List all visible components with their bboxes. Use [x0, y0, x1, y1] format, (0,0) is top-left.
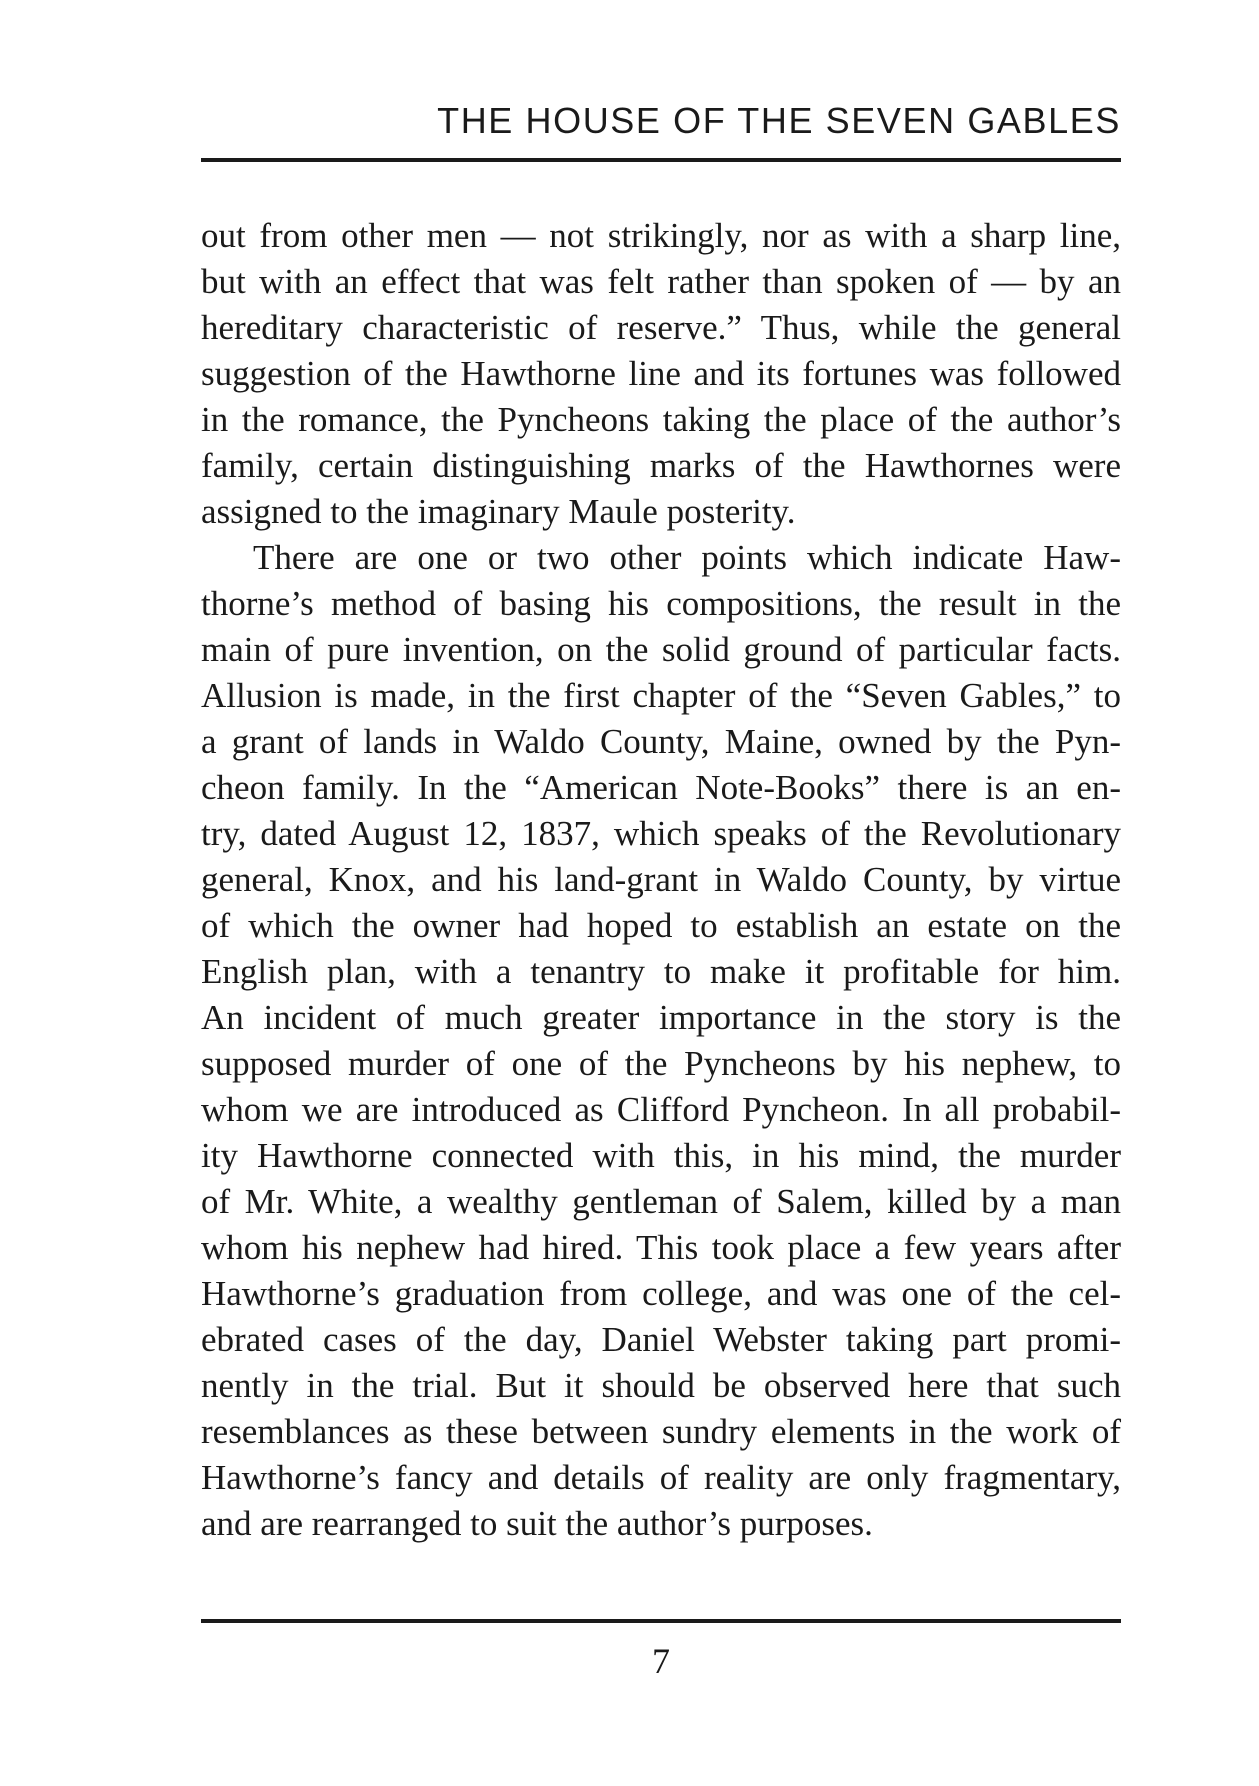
text-line: There are one or two other points which indicate Haw-: [253, 538, 1121, 577]
text-line: whom his nephew had hired. This took place a few years after: [201, 1228, 1121, 1267]
paragraph: [201, 213, 1121, 535]
text-line: main of pure invention, on the solid ground of particular facts.: [201, 630, 1121, 669]
footer-rule: [201, 1619, 1121, 1623]
text-line: thorne’s method of basing his compositions, the result in the: [201, 584, 1121, 623]
text-line: supposed murder of one of the Pyncheons by his nephew, to: [201, 1044, 1121, 1083]
text-line: hereditary characteristic of reserve.” Thus, while the general: [201, 308, 1121, 347]
page-number: 7: [652, 1641, 670, 1681]
text-line: of Mr. White, a wealthy gentleman of Salem, killed by a man: [201, 1182, 1121, 1221]
text-line: An incident of much greater importance in the story is the: [201, 998, 1121, 1037]
text-line: out from other men — not strikingly, nor as with a sharp line,: [201, 216, 1121, 255]
text-line: whom we are introduced as Clifford Pyncheon. In all probabil-: [201, 1090, 1121, 1129]
paragraph: [201, 535, 1121, 1547]
text-line: ebrated cases of the day, Daniel Webster taking part promi-: [201, 1320, 1121, 1359]
text-line: but with an effect that was felt rather than spoken of — by an: [201, 262, 1121, 301]
text-line: Hawthorne’s fancy and details of reality are only fragmentary,: [201, 1458, 1121, 1497]
text-line: cheon family. In the “American Note-Books” there is an en-: [201, 768, 1121, 807]
header-rule: [201, 158, 1121, 162]
text-line: Allusion is made, in the first chapter of the “Seven Gables,” to: [201, 676, 1121, 715]
text-line: English plan, with a tenantry to make it profitable for him.: [201, 952, 1121, 991]
text-line: nently in the trial. But it should be observed here that such: [201, 1366, 1121, 1405]
running-title: THE HOUSE OF THE SEVEN GABLES: [437, 100, 1121, 141]
text-line: Hawthorne’s graduation from college, and was one of the cel-: [201, 1274, 1121, 1313]
text-line: suggestion of the Hawthorne line and its fortunes was followed: [201, 354, 1121, 393]
text-line: try, dated August 12, 1837, which speaks of the Revolutionary: [201, 814, 1121, 853]
text-line: family, certain distinguishing marks of the Hawthornes were: [201, 446, 1121, 485]
text-line: of which the owner had hoped to establish an estate on the: [201, 906, 1121, 945]
text-line: assigned to the imaginary Maule posterity.: [201, 492, 796, 531]
text-line: a grant of lands in Waldo County, Maine, owned by the Pyn-: [201, 722, 1121, 761]
text-line: and are rearranged to suit the author’s purposes.: [201, 1504, 873, 1543]
text-line: general, Knox, and his land-grant in Waldo County, by virtue: [201, 860, 1121, 899]
text-line: in the romance, the Pyncheons taking the place of the author’s: [201, 400, 1121, 439]
book-page: [201, 0, 1121, 1786]
body-text: [201, 213, 1121, 1547]
text-line: ity Hawthorne connected with this, in his mind, the murder: [201, 1136, 1121, 1175]
text-line: resemblances as these between sundry elements in the work of: [201, 1412, 1121, 1451]
